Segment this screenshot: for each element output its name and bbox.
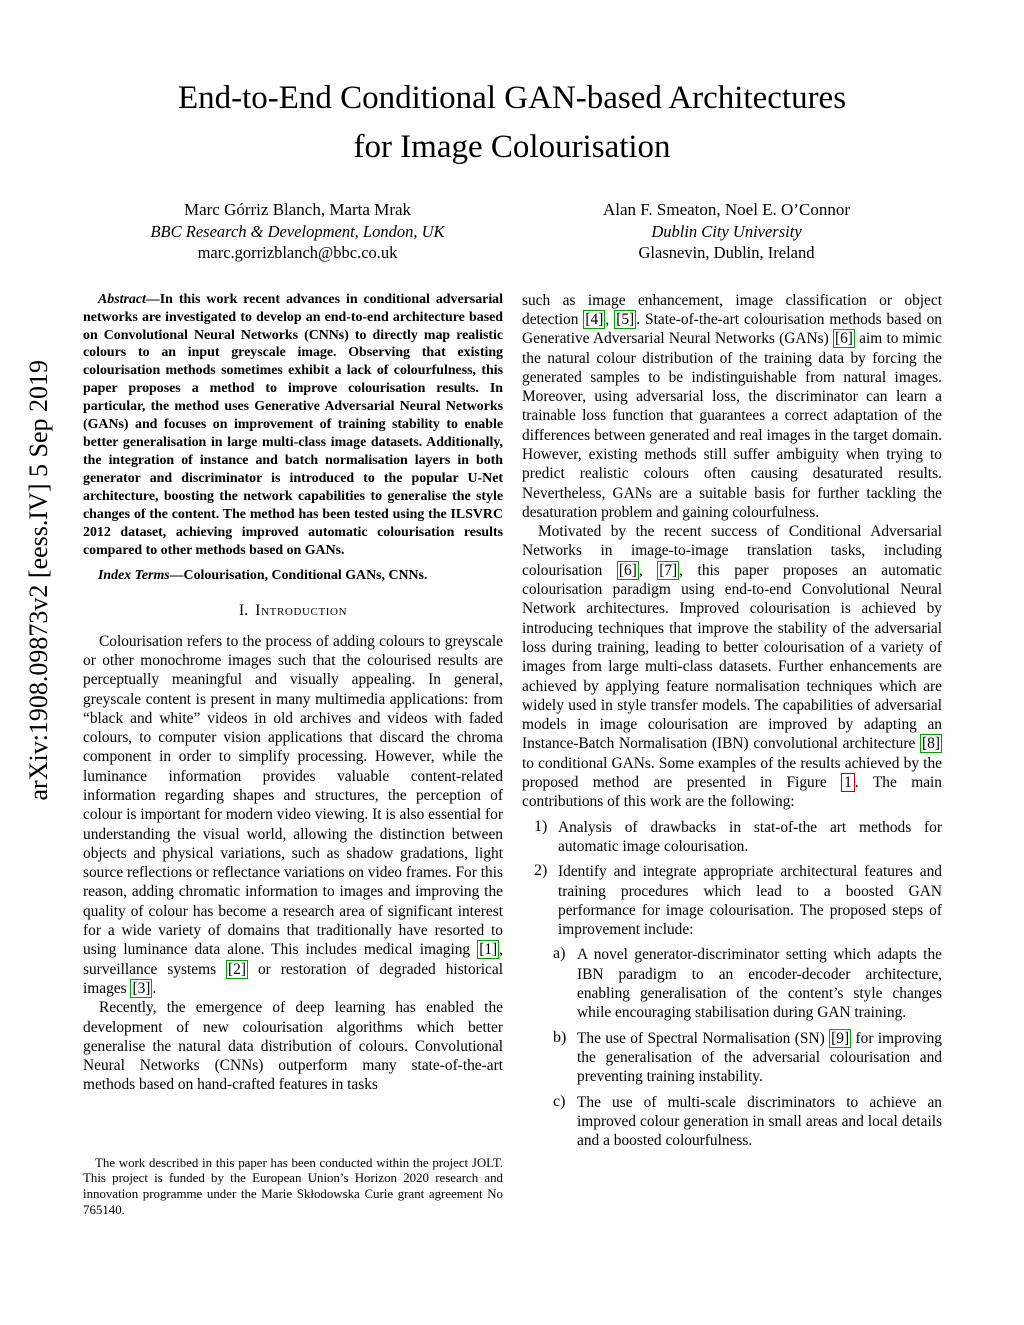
section-number: I. bbox=[238, 601, 249, 619]
list-item-text: A novel generator-discriminator setting which adapts the IBN paradigm to an encoder-decoder architecture, enabling generalisation of the content’s style changes while encouraging stabilisation during GAN training. bbox=[577, 946, 942, 1022]
authors-block bbox=[83, 199, 941, 264]
arxiv-watermark: arXiv:1908.09873v2 [eess.IV] 5 Sep 2019 bbox=[24, 360, 53, 801]
citation-ref[interactable]: [1] bbox=[479, 941, 498, 959]
list-item-text: The use of Spectral Normalisation (SN) [9] for improving the generalisation of the adversarial colourisation and preventing training instability. bbox=[577, 1029, 942, 1086]
citation-ref[interactable]: [4] bbox=[585, 310, 604, 328]
abstract-paragraph bbox=[83, 291, 503, 560]
list-item-label: b) bbox=[553, 1028, 567, 1046]
funding-footnote: The work described in this paper has been conducted within the project JOLT. This project is funded by the European Union’s Horizon 2020 research and innovation programme under the Marie Skłodowska Curie grant agreement No 765140. bbox=[83, 1155, 503, 1217]
author-names: Marc Górriz Blanch, Marta Mrak bbox=[183, 199, 412, 219]
right-paragraph-1: such as image enhancement, image classification or object detection [4] , [5] . State-of-the-art colourisation methods based on Generative Adversarial Neural Networks (GANs) [6] aim to mimic the natural colour distribution of the training data by forcing the generated samples to be indistinguishable from natural images. Moreover, using adversarial loss, the discriminator can learn a trainable loss function that guarantees a correct adaptation of the differences between generated and real images in the target domain. However, existing methods still suffer ambiguity when trying to predict realistic colours often causing desaturated results. Nevertheless, GANs are a suitable basis for further tackling the desaturation problem and gaining colourfulness. bbox=[522, 291, 942, 521]
figure-ref[interactable]: 1 bbox=[841, 773, 855, 792]
two-column-body bbox=[83, 291, 941, 1223]
intro-paragraph-2: Recently, the emergence of deep learning has enabled the development of new colourisation algorithms which better generalise the natural data distribution of colours. Convolutional Neural Networks (CNNs) outperform many state-of-the-art methods based on hand-crafted features in tasks bbox=[83, 999, 503, 1094]
left-column bbox=[83, 291, 503, 1223]
citation-ref[interactable]: [7] bbox=[659, 561, 678, 579]
list-item-label: 2) bbox=[534, 862, 548, 880]
citation-ref[interactable]: [3] bbox=[132, 979, 151, 997]
author-names: Alan F. Smeaton, Noel E. O’Connor bbox=[603, 199, 850, 219]
index-terms-text: —Colourisation, Conditional GANs, CNNs. bbox=[169, 567, 428, 583]
list-subitem-c bbox=[553, 1093, 942, 1151]
author-group-right bbox=[512, 199, 941, 264]
citation-ref[interactable]: [6] bbox=[618, 561, 637, 579]
list-item-label: 1) bbox=[534, 817, 548, 835]
citation-ref[interactable]: [5] bbox=[616, 310, 635, 328]
author-affiliation: Dublin City University bbox=[651, 221, 802, 241]
abstract-text: —In this work recent advances in conditional adversarial networks are investigated to develop an end-to-end architecture based on Convolutional Neural Networks (CNNs) to directly map realistic colours to an input greyscale image. Observing that existing colourisation methods sometimes exhibit a lack of colourfulness, this paper proposes a method to improve colourisation results. In particular, the method uses Generative Adversarial Neural Networks (GANs) and focuses on improvement of training stability to enable better generalisation in large multi-class image datasets. Additionally, the integration of instance and batch normalisation layers in both generator and discriminator is introduced to the popular U-Net architecture, boosting the network capabilities to generalise the style changes of the content. The method has been tested using the ILSVRC 2012 dataset, achieving improved automatic colourisation results compared to other methods based on GANs. bbox=[83, 291, 503, 558]
author-address: Glasnevin, Dublin, Ireland bbox=[638, 243, 815, 263]
author-affiliation: BBC Research & Development, London, UK bbox=[150, 221, 445, 241]
contributions-list bbox=[522, 818, 942, 1151]
list-item-text: Identify and integrate appropriate architectural features and training procedures which lead to a boosted GAN performance for image colourisation. The proposed steps of improvement include: bbox=[558, 863, 942, 939]
paper-title bbox=[83, 74, 941, 172]
list-subitem-b bbox=[553, 1029, 942, 1087]
section-heading-introduction bbox=[83, 602, 503, 620]
intro-paragraph-1: Colourisation refers to the process of adding colours to greyscale or other monochrome images such that the colourised results are perceptually meaningful and visually appealing. In general, greyscale content is present in many multimedia applications: from “black and white” videos in old archives and videos with faded colours, to computer vision applications that discard the chroma component in order to simplify processing. However, while the luminance information provides valuable content-related information regarding shapes and structures, the perception of colour is important for modern video viewing. It is also essential for understanding the visual world, allowing the distinction between objects and physical variations, such as shadow gradations, light source reflections or reflectance variations on video frames. For this reason, adding chromatic information to images and improving the quality of colour has become a research area of significant interest for a wide variety of domains that traditionally have resorted to using luminance data alone. This includes medical imaging [1] , surveillance systems [2] or restoration of degraded historical images [3] . bbox=[83, 632, 503, 997]
right-paragraph-2: Motivated by the recent success of Conditional Adversarial Networks in image-to-image translation tasks, including colourisation [6] , [7] , this paper proposes an automatic colourisation paradigm using end-to-end Convolutional Neural Network architectures. Improved colourisation is achieved by introducing techniques that improve the stability of the adversarial loss during training, leading to better colourisation of a variety of images from large multi-class datasets. Further enhancements are achieved by applying feature normalisation techniques which are widely used in style transfer models. The capabilities of adversarial models in image colourisation are improved by adapting an Instance-Batch Normalisation (IBN) convolutional architecture [8] to conditional GANs. Some examples of the results achieved by the proposed method are presented in Figure 1 . The main contributions of this work are the following: bbox=[522, 523, 942, 811]
list-item-1 bbox=[534, 818, 942, 857]
citation-ref[interactable]: [9] bbox=[831, 1029, 850, 1047]
paper-title-line1: End-to-End Conditional GAN-based Architectures bbox=[177, 80, 847, 116]
list-item-2 bbox=[534, 862, 942, 939]
author-group-left bbox=[83, 199, 512, 264]
index-terms bbox=[83, 567, 503, 585]
list-item-text: The use of multi-scale discriminators to achieve an improved colour generation in small areas and local details and a boosted colourfulness. bbox=[577, 1093, 942, 1150]
list-item-label: c) bbox=[553, 1092, 566, 1110]
right-column bbox=[522, 291, 942, 1223]
author-email: marc.gorrizblanch@bbc.co.uk bbox=[197, 243, 398, 263]
index-terms-label: Index Terms bbox=[98, 567, 170, 583]
citation-ref[interactable]: [6] bbox=[834, 330, 853, 348]
list-item-label: a) bbox=[553, 945, 566, 963]
section-name: Introduction bbox=[255, 601, 348, 619]
citation-ref[interactable]: [2] bbox=[228, 960, 246, 978]
abstract-label: Abstract bbox=[98, 291, 146, 307]
list-item-text: Analysis of drawbacks in stat-of-the art methods for automatic image colourisation. bbox=[558, 818, 942, 855]
list-subitem-a bbox=[553, 945, 942, 1022]
citation-ref[interactable]: [8] bbox=[922, 735, 940, 753]
paper-title-line2: for Image Colourisation bbox=[353, 128, 671, 165]
